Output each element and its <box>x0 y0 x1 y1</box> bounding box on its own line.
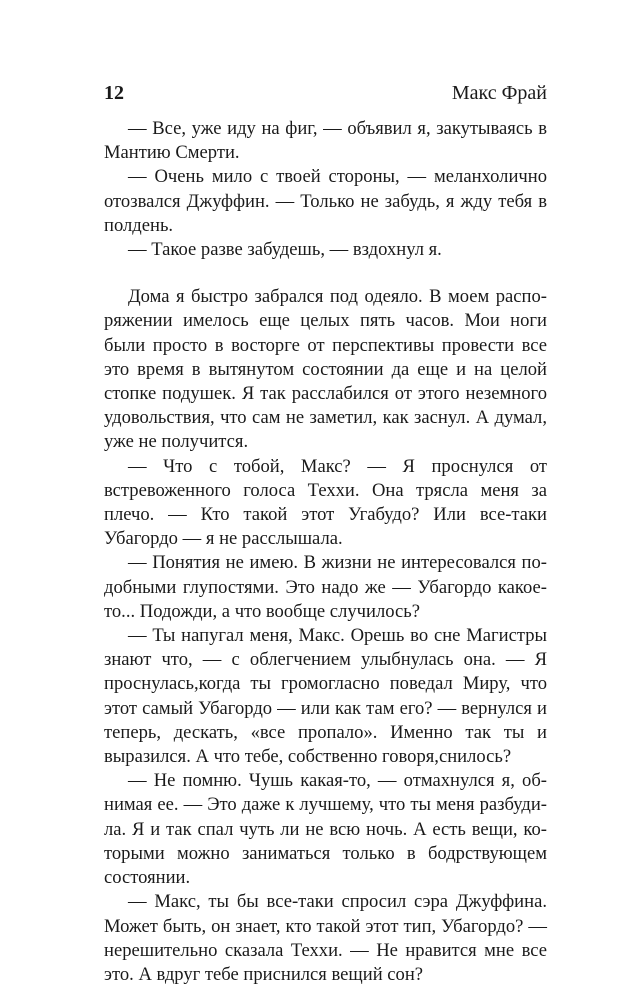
running-title: Макс Фрай <box>451 82 547 104</box>
paragraph: Дома я быстро забрался под одеяло. В моем распоряжении имелось еще целых пять часов. Мои ноги были просто в восторге от перспективы провести все это время в вытянутом состоянии да еще и на целой стопке подушек. Я так расслабился от этого неземного удовольствия, что сам не заметил, как заснул. А думал, уже не получится. <box>104 286 547 453</box>
section-break <box>104 262 547 285</box>
paragraph: — Ты напугал меня, Макс. Орешь во сне Магистры знают что, — с облегчением улыбнулась она. — Я проснулась,когда ты громогласно поведал Миру, что этот самый Убагордо — или как там его? — вернулся и теперь, дескать, «все пропало». Именно так ты и выразился. А что тебе, собственно говоря,снилось? <box>104 625 547 768</box>
paragraph: — Не помню. Чушь какая-то, — отмахнулся я, обнимая ее. — Это даже к лучшему, что ты меня разбудила. Я и так спал чуть ли не всю ночь. А есть вещи, которыми можно заниматься только в бодрствующем состоянии. <box>104 770 547 889</box>
paragraph: — Макс, ты бы все-таки спросил сэра Джуффина. Может быть, он знает, кто такой этот тип, Убагордо? — нерешительно сказала Теххи. — Не нравится мне все это. А вдруг тебе приснился вещий сон? <box>104 891 547 985</box>
paragraph: — Что с тобой, Макс? — Я проснулся от встревоженного голоса Теххи. Она трясла меня за плечо. — Кто такой этот Угабудо? Или все-таки Убагордо — я не расслышала. <box>104 455 547 550</box>
paragraph: — Понятия не имею. В жизни не интересовался подобными глупостями. Это надо же — Убагордо какое-то... Подожди, а что вообще случилось? <box>104 552 547 622</box>
paragraph: — Все, уже иду на фиг, — объявил я, закутываясь в Мантию Смерти. <box>104 118 547 164</box>
page-header <box>104 82 547 112</box>
page-number: 12 <box>104 82 124 104</box>
paragraph: — Такое разве забудешь, — вздохнул я. <box>128 239 442 261</box>
body-text <box>104 117 547 987</box>
paragraph: — Очень мило с твоей стороны, — меланхолично отозвался Джуффин. — Только не забудь, я жду тебя в полдень. <box>104 166 547 236</box>
